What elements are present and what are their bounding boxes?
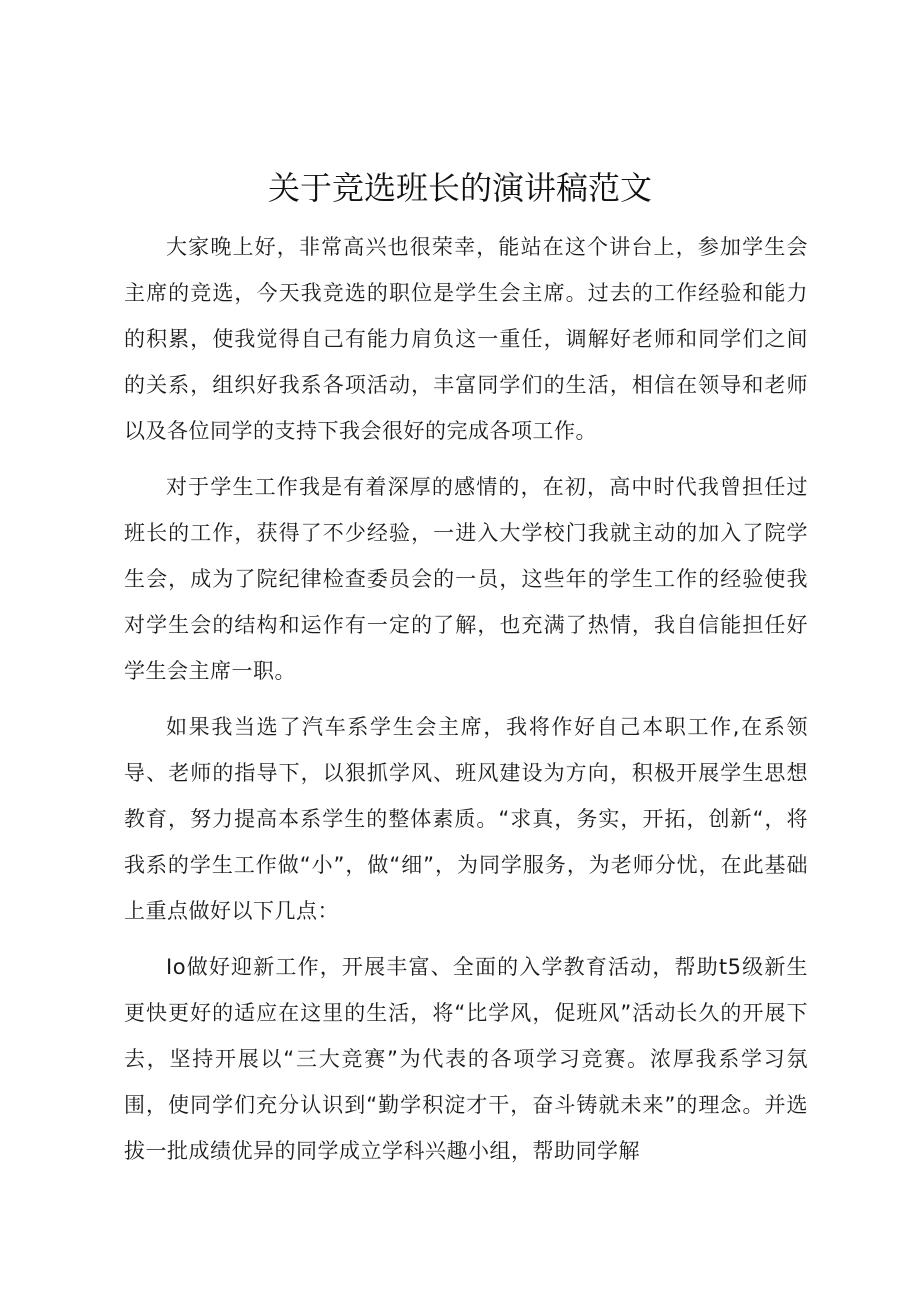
document-body [124,224,808,1184]
paragraph-2: 对于学生工作我是有着深厚的感情的，在初，高中时代我曾担任过班长的工作，获得了不少经验，一进入大学校门我就主动的加入了院学生会，成为了院纪律检查委员会的一员，这些年的学生工作的经验使我对学生会的结构和运作有一定的了解，也充满了热情，我自信能担任好学生会主席一职。 [124,475,808,683]
paragraph-1: 大家晚上好，非常高兴也很荣幸，能站在这个讲台上，参加学生会主席的竞选，今天我竞选的职位是学生会主席。过去的工作经验和能力的积累，使我觉得自己有能力肩负这一重任，调解好老师和同学们之间的关系，组织好我系各项活动，丰富同学们的生活，相信在领导和老师以及各位同学的支持下我会很好的完成各项工作。 [124,235,808,443]
document-title: 关于竞选班长的演讲稿范文 [267,169,652,207]
paragraph-4: Io做好迎新工作，开展丰富、全面的入学教育活动，帮助t5级新生更快更好的适应在这里的生活，将“比学风，促班风”活动长久的开展下去，坚持开展以“三大竞赛”为代表的各项学习竞赛。浓厚我系学习氛围，使同学们充分认识到“勤学积淀才干，奋斗铸就未来”的理念。并选拔一批成绩优异的同学成立学科兴趣小组，帮助同学解 [124,955,808,1163]
paragraph-3: 如果我当选了汽车系学生会主席，我将作好自己本职工作,在系领导、老师的指导下，以狠抓学风、班风建设为方向，积极开展学生思想教育，努力提高本系学生的整体素质。“求真，务实，开拓，创新“，将我系的学生工作做“小”，做“细”，为同学服务，为老师分忧，在此基础上重点做好以下几点： [124,715,808,923]
